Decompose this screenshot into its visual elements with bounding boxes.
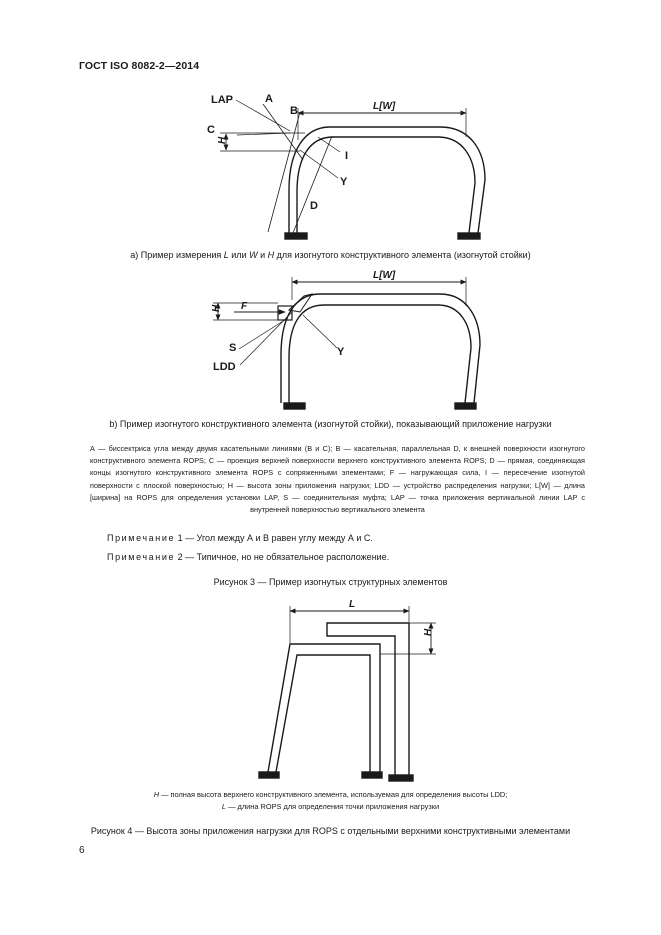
page-number: 6 xyxy=(79,845,85,856)
label-d: D xyxy=(310,200,318,212)
figure-b-tube-inner xyxy=(289,305,471,403)
label-b: B xyxy=(290,105,298,117)
label-i: I xyxy=(345,150,349,162)
figure-4-lower-member xyxy=(268,644,380,772)
label-b-h: H xyxy=(211,304,222,312)
label-h: H xyxy=(217,136,228,144)
figure-a-foot-left xyxy=(285,233,307,239)
figure-4-drawing xyxy=(259,606,436,781)
label-b-f: F xyxy=(241,301,248,312)
figure-a-caption: а) Пример измерения L или W и H для изогнутого конструктивного элемента (изогнутой стойки) xyxy=(130,250,531,260)
figure-4-legend-h: H — полная высота верхнего конструктивного элемента, используемая для определения высоты LDD; xyxy=(153,790,508,799)
figure-4-caption: Рисунок 4 — Высота зоны приложения нагрузки для ROPS с отдельными верхними конструктивными элементами xyxy=(90,826,571,836)
figure-4-upper-member xyxy=(327,623,409,775)
note-2: Примечание 2 — Типичное, но не обязательное расположение. xyxy=(107,552,390,562)
figure-a-line-d xyxy=(293,136,332,233)
figure-a-tube-inner xyxy=(297,137,475,233)
label-lap: LAP xyxy=(211,94,233,106)
figure-4-foot-mid xyxy=(362,772,382,778)
figure-4-legend-l: L — длина ROPS для определения точки приложения нагрузки xyxy=(221,801,440,811)
label-b-ldd: LDD xyxy=(213,361,236,373)
figure-4-foot-right xyxy=(389,775,413,781)
document-header: ГОСТ ISO 8082-2—2014 xyxy=(79,60,200,72)
label-c: C xyxy=(207,124,215,136)
label-b-y: Y xyxy=(337,346,345,358)
label-b-s: S xyxy=(229,342,237,354)
note-1: Примечание 1 — Угол между А и В равен углу между А и С. xyxy=(107,533,373,543)
label-b-lw: L[W] xyxy=(373,270,396,281)
label-y: Y xyxy=(340,176,348,188)
label-a: A xyxy=(265,93,273,105)
label-lw: L[W] xyxy=(373,101,396,112)
figure-4-label-h: H xyxy=(423,628,434,636)
figure-b-foot-left xyxy=(284,403,305,409)
figure-b-tube-outer xyxy=(281,294,480,403)
figure-a-foot-right xyxy=(458,233,480,239)
figure-a-drawing xyxy=(220,100,485,239)
figure-3-legend: А — биссектриса угла между двумя касательными линиями (В и С); В — касательная, параллельная D, к внешней поверхности изогнутого конструктивного элемента ROPS; С — проекция верхней поверхности верхнего конструктивного элемента ROPS; D — прямая, соединяющая концы изогнутого конструктивного элемента ROPS с сопряженными элементами; F — нагружающая сила, I — пересечение изогнутой поверхности с плоской поверхностью; H — высота зоны приложения нагрузки; LDD — устройство распределения нагрузки; L[W] — длина [ширина] на ROPS для определения установки LAP, S — соединительная муфта; LAP — точка приложения вертикальной линии LAP с внутренней поверхностью вертикального элемента xyxy=(90,444,585,515)
figure-4-foot-left xyxy=(259,772,279,778)
figure-4-legend xyxy=(0,789,661,812)
figure-b-drawing xyxy=(213,277,480,409)
figure-4-label-l: L xyxy=(349,599,356,610)
figure-3-caption: Рисунок 3 — Пример изогнутых структурных элементов xyxy=(213,577,448,587)
figure-b-foot-right xyxy=(455,403,476,409)
figure-a-line-b xyxy=(268,112,300,232)
figure-a-tube-outer xyxy=(289,127,485,233)
figure-b-caption: b) Пример изогнутого конструктивного элемента (изогнутой стойки), показывающий приложение нагрузки xyxy=(109,419,552,429)
